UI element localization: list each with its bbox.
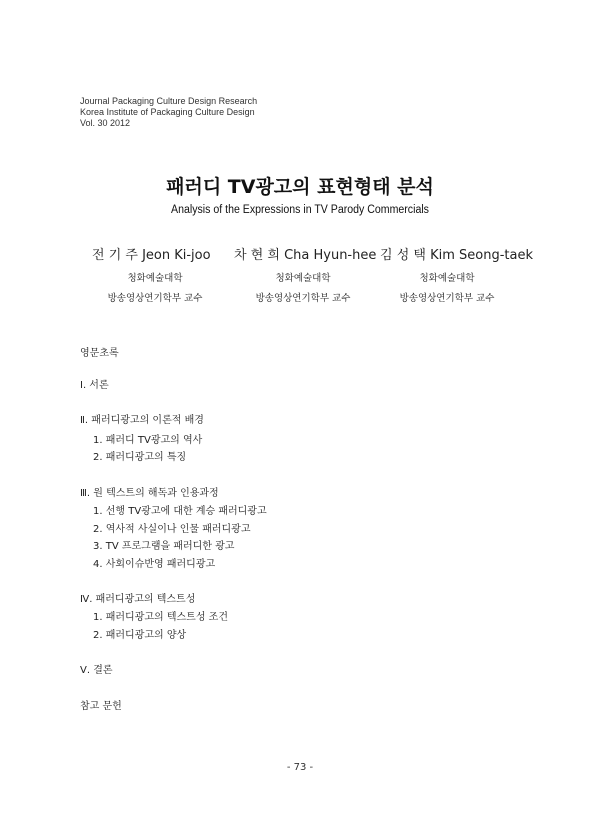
author-school: 청화예술대학 — [127, 273, 183, 284]
toc-references: 참고 문헌 — [80, 701, 122, 712]
toc-section-4: Ⅳ. 패러디광고의 텍스트성 — [80, 594, 196, 605]
author-department: 방송영상연기학부 교수 — [255, 293, 351, 304]
author-department: 방송영상연기학부 교수 — [107, 293, 203, 304]
author-name: 전 기 주 Jeon Ki-joo — [92, 248, 211, 263]
author-school: 청화예술대학 — [275, 273, 331, 284]
toc-subsection: 2. 패러디광고의 양상 — [93, 630, 187, 641]
toc-subsection: 2. 패러디광고의 특징 — [93, 452, 187, 463]
toc-abstract: 영문초록 — [80, 348, 119, 359]
author-school: 청화예술대학 — [419, 273, 475, 284]
toc-section-5: Ⅴ. 결론 — [80, 665, 113, 676]
paper-title: 패러디 TV광고의 표현형태 분석 — [166, 176, 434, 198]
journal-name: Journal Packaging Culture Design Research — [80, 96, 258, 106]
toc-section-2: Ⅱ. 패러디광고의 이론적 배경 — [80, 415, 204, 426]
journal-volume: Vol. 30 2012 — [80, 118, 131, 128]
toc-subsection: 1. 패러디 TV광고의 역사 — [93, 435, 203, 446]
toc-subsection: 4. 사회이슈반영 패러디광고 — [93, 559, 216, 570]
toc-section-1: Ⅰ. 서론 — [80, 380, 109, 391]
author-name: 차 현 희 Cha Hyun-hee — [234, 248, 377, 263]
toc-subsection: 3. TV 프로그램을 패러디한 광고 — [93, 541, 235, 552]
toc-subsection: 2. 역사적 사실이나 인물 패러디광고 — [93, 524, 251, 535]
author-name: 김 성 택 Kim Seong-taek — [380, 248, 533, 263]
page-number: - 73 - — [286, 762, 314, 773]
toc-subsection: 1. 선행 TV광고에 대한 계승 패러디광고 — [93, 506, 267, 517]
author-department: 방송영상연기학부 교수 — [399, 293, 495, 304]
toc-subsection: 1. 패러디광고의 텍스트성 조건 — [93, 612, 228, 623]
paper-subtitle: Analysis of the Expressions in TV Parody Commercials — [171, 204, 429, 216]
journal-institute: Korea Institute of Packaging Culture Design — [80, 107, 255, 117]
toc-section-3: Ⅲ. 원 텍스트의 해독과 인용과정 — [80, 488, 219, 499]
